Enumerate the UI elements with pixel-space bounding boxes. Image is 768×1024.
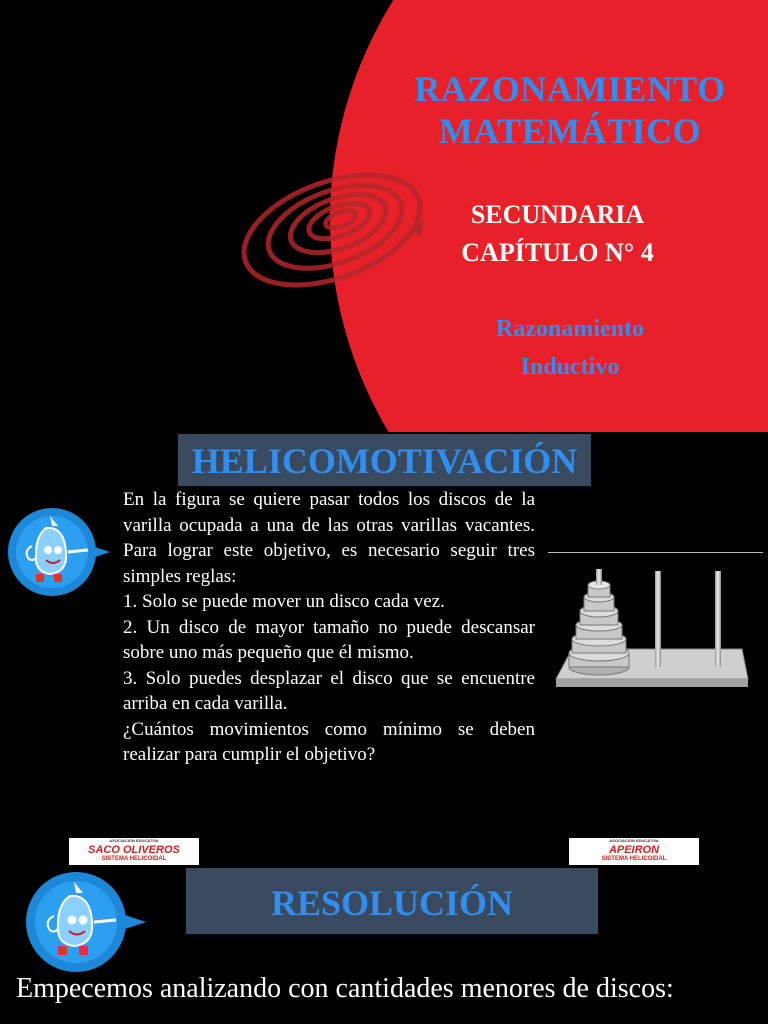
motivation-heading: HELICOMOTIVACIÓN [178, 434, 591, 486]
logo-right-system: SISTEMA HELICOIDAL [601, 856, 667, 862]
title-line-2: MATEMÁTICO [438, 111, 702, 151]
level-label: SECUNDARIA [470, 200, 645, 229]
topic-title [450, 310, 690, 386]
problem-text [123, 487, 535, 768]
logo-left-assoc: ASOCIACIÓN EDUCATIVA [109, 838, 159, 843]
resolution-heading: RESOLUCIÓN [186, 868, 598, 934]
topic-line-2: Inductivo [520, 354, 620, 380]
resolution-text: Empecemos analizando con cantidades menores de discos: [16, 973, 674, 1004]
divider-line [548, 552, 763, 553]
logo-right-assoc: ASOCIACIÓN EDUCATIVA [609, 838, 659, 843]
mascot-icon [24, 870, 154, 974]
logo-left-system: SISTEMA HELICOIDAL [101, 856, 167, 862]
chapter-label: CAPÍTULO N° 4 [461, 238, 654, 267]
motivation-slide [0, 432, 768, 868]
chapter-info [415, 196, 700, 272]
problem-intro: En la figura se quiere pasar todos los discos de la varilla ocupada a una de las otras varillas vacantes. Para lograr este objetivo, es necesario seguir tres simples reglas: [123, 489, 535, 587]
title-line-1: RAZONAMIENTO [414, 69, 726, 109]
logo-right-name: APEIRON [608, 844, 660, 856]
spiral-icon [232, 160, 432, 300]
problem-question: ¿Cuántos movimientos como mínimo se deben realizar para cumplir el objetivo? [123, 718, 535, 765]
rule-3: 3. Solo puedes desplazar el disco que se encuentre arriba en cada varilla. [123, 667, 535, 714]
resolution-slide [0, 868, 768, 1024]
cover-slide [0, 0, 768, 432]
hanoi-tower-image [552, 567, 764, 697]
saco-oliveros-logo [69, 838, 199, 865]
logo-left-name: SACO OLIVEROS [88, 844, 180, 856]
rule-2: 2. Un disco de mayor tamaño no puede descansar sobre uno más pequeño que él mismo. [123, 616, 535, 663]
apeiron-logo [569, 838, 699, 865]
mascot-icon [6, 506, 116, 602]
topic-line-1: Razonamiento [496, 316, 644, 342]
rule-1: 1. Solo se puede mover un disco cada vez. [123, 591, 445, 612]
course-title [385, 68, 755, 152]
